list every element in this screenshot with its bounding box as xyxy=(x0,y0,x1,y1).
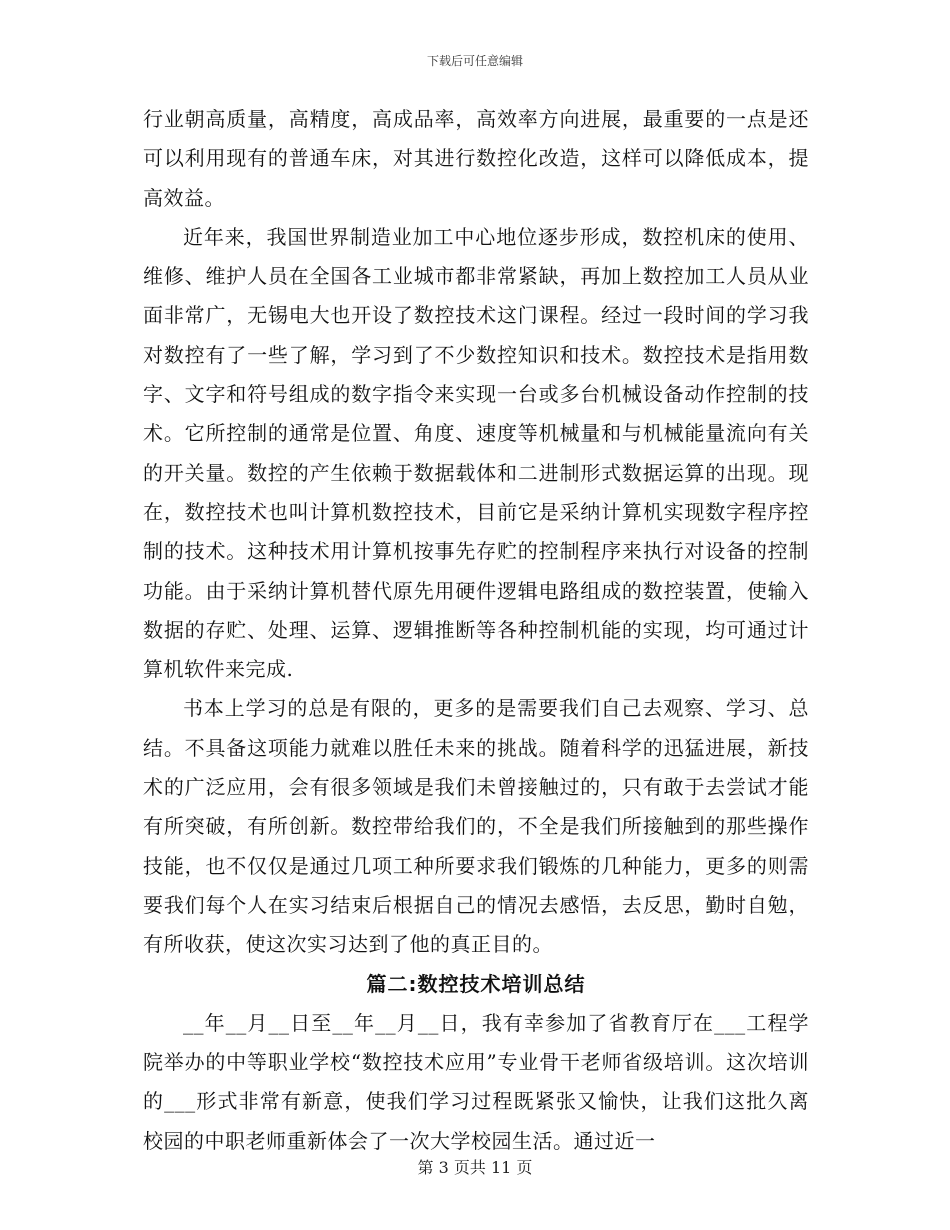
paragraph-continuation: 行业朝高质量，高精度，高成品率，高效率方向进展，最重要的一点是还可以利用现有的普通车床，对其进行数控化改造，这样可以降低成本，提高效益。 xyxy=(143,107,809,210)
page-footer: 第 3 页共 11 页 xyxy=(417,1158,533,1177)
paragraph-training-intro: __年__月__日至__年__月__日，我有幸参加了省教育厅在___工程学院举办的中等职业学校“数控技术应用”专业骨干老师省级培训。这次培训的___形式非常有新意，使我们学习过程既紧张又愉快，让我们这批久离校园的中职老师重新体会了一次大学校园生活。通过近一 xyxy=(143,1010,809,1153)
document-body xyxy=(143,100,809,1161)
section-title: 篇二:数控技术培训总结 xyxy=(366,971,586,996)
paragraph-learning-reflection: 书本上学习的总是有限的，更多的是需要我们自己去观察、学习、总结。不具备这项能力就难以胜任未来的挑战。随着科学的迅猛进展，新技术的广泛应用，会有很多领域是我们未曾接触过的，只有敢于去尝试才能有所突破，有所创新。数控带给我们的，不全是我们所接触到的那些操作技能，也不仅仅是通过几项工种所要求我们锻炼的几种能力，更多的则需要我们每个人在实习结束后根据自己的情况去感悟，去反思，勤时自勉，有所收获，使这次实习达到了他的真正目的。 xyxy=(143,696,809,957)
paragraph-cnc-overview: 近年来，我国世界制造业加工中心地位逐步形成，数控机床的使用、维修、维护人员在全国各工业城市都非常紧缺，再加上数控加工人员从业面非常广，无锡电大也开设了数控技术这门课程。经过一段时间的学习我对数控有了一些了解，学习到了不少数控知识和技术。数控技术是指用数字、文字和符号组成的数字指令来实现一台或多台机械设备动作控制的技术。它所控制的通常是位置、角度、速度等机械量和与机械能量流向有关的开关量。数控的产生依赖于数据载体和二进制形式数据运算的出现。现在，数控技术也叫计算机数控技术，目前它是采纳计算机实现数字程序控制的技术。这种技术用计算机按事先存贮的控制程序来执行对设备的控制功能。由于采纳计算机替代原先用硬件逻辑电路组成的数控装置，使输入数据的存贮、处理、运算、逻辑推断等各种控制机能的实现，均可通过计算机软件来完成. xyxy=(143,224,809,682)
page-header: 下载后可任意编辑 xyxy=(426,54,523,68)
